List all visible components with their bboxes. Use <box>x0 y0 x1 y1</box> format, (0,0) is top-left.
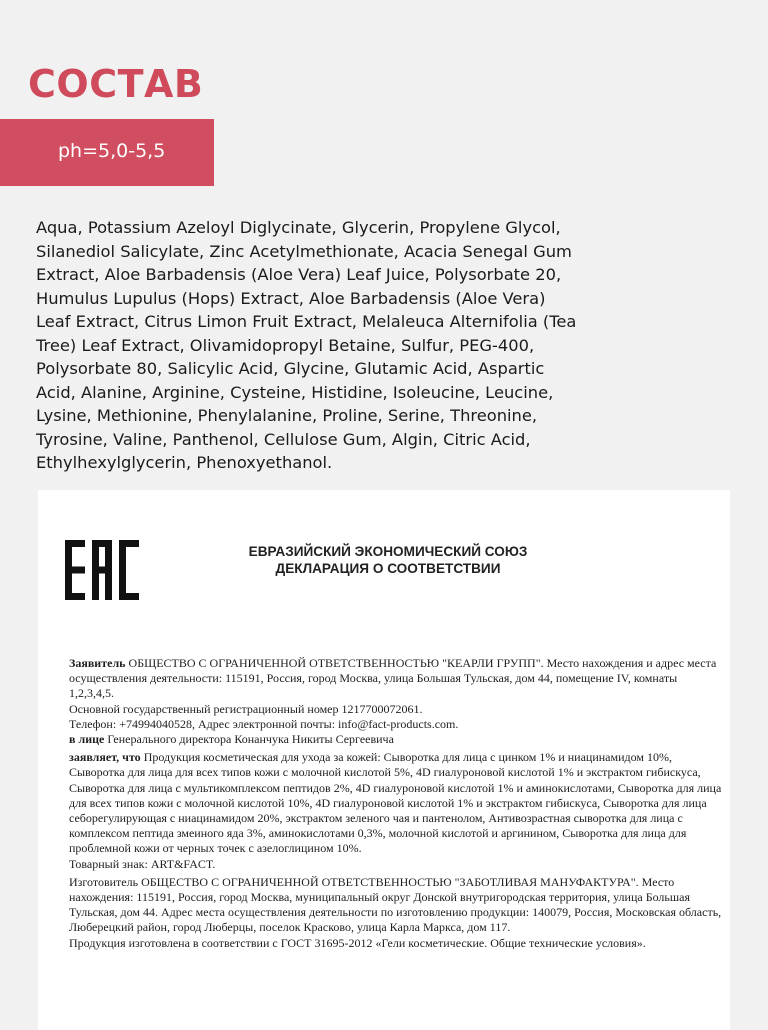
contacts-line: Телефон: +74994040528, Адрес электронной почты: info@fact-products.com. <box>69 716 459 731</box>
declaration-body <box>69 656 725 951</box>
declares-text: Продукция косметическая для ухода за кожей: Сыворотка для лица с цинком 1% и ниацинамидом 10%, Сыворотка для лица для всех типов кожи с молочной кислотой 5%, 4D гиалуроновой кислотой 1% и экстрактом гибискуса, Сыворотка для лица с мультикомплексом пептидов 2%, 4D гиалуроновой кислотой 1% и аминокислотами, Сыворотка для лица для всех типов кожи с молочной кислотой 10%, 4D гиалуроновой кислотой 1% и экстрактом гибискуса, Сыворотка для лица себорегулирующая с ниацинамидом 20%, экстрактом зеленого чая и пантенолом, Антивозрастная сыворотка для лица с комплексом пептида змеиного яда 3%, аминокислотами 0,3%, молочной кислотой и аргинином, Сыворотка для лица для проблемной кожи от черных точек с азелоглицином 10%. <box>69 750 722 856</box>
declares-paragraph <box>69 750 725 856</box>
applicant-text: ОБЩЕСТВО С ОГРАНИЧЕННОЙ ОТВЕТСТВЕННОСТЬЮ "КЕАРЛИ ГРУПП". Место нахождения и адрес места осуществления деятельности: 115191, Россия, город Москва, улица Большая Тульская, дом 44, помещение IV, комнаты 1,2,3,4,5. <box>69 656 717 701</box>
declaration-heading <box>188 543 588 577</box>
applicant-paragraph <box>69 656 725 702</box>
page-title: СОСТАВ <box>28 62 204 106</box>
eac-logo-icon <box>65 540 139 600</box>
heading-union: ЕВРАЗИЙСКИЙ ЭКОНОМИЧЕСКИЙ СОЮЗ <box>248 544 528 559</box>
person-paragraph <box>69 732 725 747</box>
standard-paragraph: Продукция изготовлена в соответствии с ГОСТ 31695-2012 «Гели косметические. Общие технические условия». <box>69 935 646 950</box>
ph-value: ph=5,0-5,5 <box>58 140 166 162</box>
declaration-document <box>38 490 730 1030</box>
trademark-line: Товарный знак: ART&FACT. <box>69 856 216 871</box>
manufacturer-paragraph: Изготовитель ОБЩЕСТВО С ОГРАНИЧЕННОЙ ОТВЕТСТВЕННОСТЬЮ "ЗАБОТЛИВАЯ МАНУФАКТУРА". Место нахождения: 115191, Россия, город Москва, муниципальный округ Донской внутригородская территория, улица Большая Тульская, дом 44. Адрес места осуществления деятельности по изготовлению продукции: 140079, Россия, Московская область, Люберецкий район, город Люберцы, поселок Красково, улица Карла Маркса, дом 117. <box>69 874 722 935</box>
ingredients-list: Aqua, Potassium Azeloyl Diglycinate, Glycerin, Propylene Glycol, Silanediol Salicylate, Zinc Acetylmethionate, Acacia Senegal Gum Extract, Aloe Barbadensis (Aloe Vera) Leaf Juice, Polysorbate 20, Humulus Lupulus (Hops) Extract, Aloe Barbadensis (Aloe Vera) Leaf Extract, Citrus Limon Fruit Extract, Melaleuca Alternifolia (Tea Tree) Leaf Extract, Olivamidopropyl Betaine, Sulfur, PEG-400, Polysorbate 80, Salicylic Acid, Glycine, Glutamic Acid, Aspartic Acid, Alanine, Arginine, Cysteine, Histidine, Isoleucine, Leucine, Lysine, Methionine, Phenylalanine, Proline, Serine, Threonine, Tyrosine, Valine, Panthenol, Cellulose Gum, Algin, Citric Acid, Ethylhexylglycerin, Phenoxyethanol. <box>36 218 577 472</box>
applicant-label: Заявитель <box>69 656 126 670</box>
person-label: в лице <box>69 732 105 747</box>
declares-label: заявляет, что <box>69 750 141 765</box>
ogrn-line: Основной государственный регистрационный номер 1217700072061. <box>69 701 423 716</box>
person-text: Генерального директора Конанчука Никиты Сергеевича <box>104 732 394 747</box>
ph-banner <box>0 119 214 186</box>
heading-declaration: ДЕКЛАРАЦИЯ О СООТВЕТСТВИИ <box>275 561 501 576</box>
